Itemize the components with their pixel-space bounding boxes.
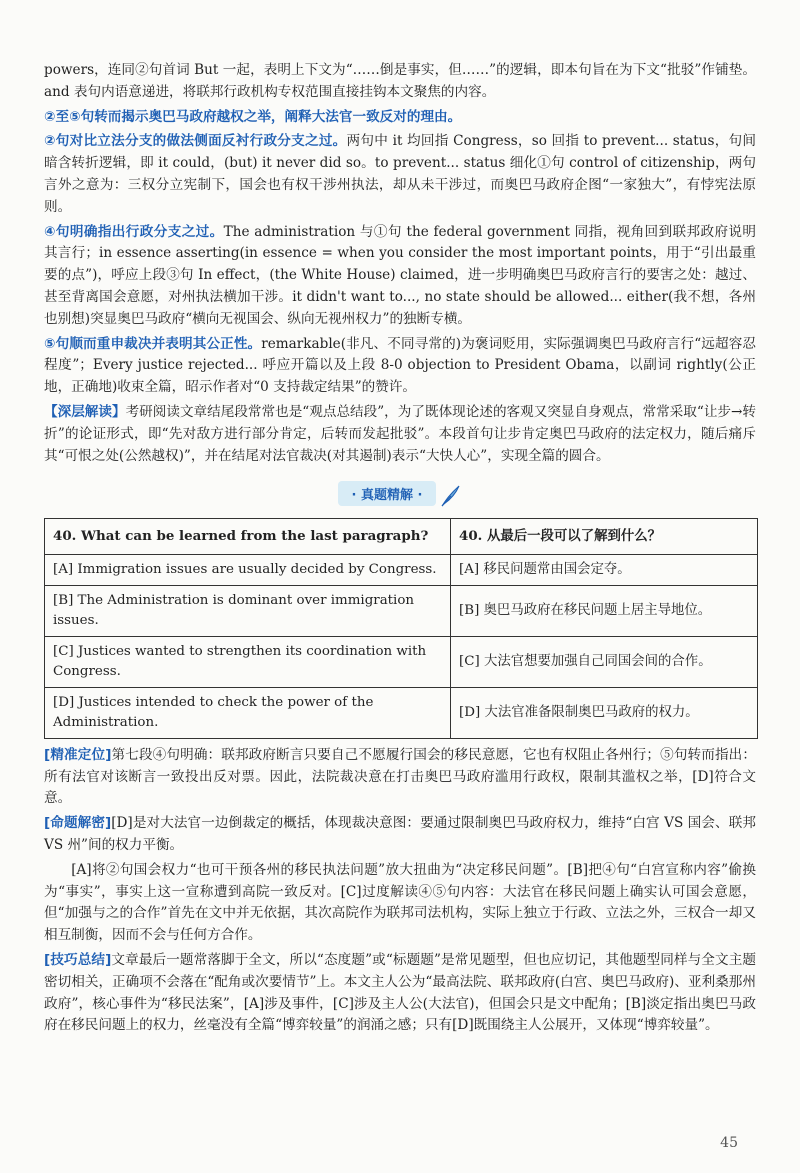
table-header-row xyxy=(45,518,758,554)
quill-icon xyxy=(438,484,462,508)
decode-body: [D]是对大法官一边倒裁定的概括，体现裁决意图：要通过限制奥巴马政府权力，维持“白宫 VS 国会、联邦 VS 州”间的权力平衡。 xyxy=(44,815,756,854)
paragraph-continuation: powers，连同②句首词 But 一起，表明上下文为“……倒是事实，但……”的逻辑，即本句旨在为下文“批驳”作铺垫。and 表句内语意递进，将联邦行政机构专权范围直接挂钩本文聚焦的内容。 xyxy=(44,62,756,100)
technique-summary xyxy=(44,950,756,1037)
point-5-heading: ⑤句顺而重申裁决并表明其公正性。 xyxy=(44,335,262,352)
point-4 xyxy=(44,222,756,331)
deep-body: 考研阅读文章结尾段常常也是“观点总结段”，为了既体现论述的客观又突显自身观点，常常采取“让步→转折”的论证形式，即“先对敌方进行部分肯定，后转而发起批驳”。本段首句让步肯定奥巴马政府的法定权力，随后痛斥其“可恨之处(公然越权)”，并在结尾对法官裁决(对其遏制)表示“大快人心”，实现全篇的圆合。 xyxy=(44,403,756,464)
decode-label: [命题解密] xyxy=(44,815,112,832)
tech-label: [技巧总结] xyxy=(44,952,112,969)
option-en: [B] The Administration is dominant over immigration issues. xyxy=(45,585,451,636)
distractor-analysis: [A]将②句国会权力“也可干预各州的移民执法问题”放大扭曲为“决定移民问题”。[B]把④句“白宫宣称内容”偷换为“事实”，事实上这一宣称遭到高院一致反对。[C]过度解读④⑤句内容：大法官在移民问题上确实认可国会意愿，但“加强与之的合作”首先在文中并无依据，其次高院作为联邦司法机构，实际上独立于行政、立法之外，三权合一却又相互制衡，因而不会与任何方合作。 xyxy=(44,861,756,944)
banner-label: · 真题精解 · xyxy=(338,481,437,506)
heading-text: ②至⑤句转而揭示奥巴马政府越权之举，阐释大法官一致反对的理由。 xyxy=(44,108,462,125)
table-row xyxy=(45,636,758,687)
deep-label: 【深层解读】 xyxy=(44,403,126,420)
option-en: [C] Justices wanted to strengthen its coordination with Congress. xyxy=(45,636,451,687)
point-2 xyxy=(44,131,756,218)
question-en: 40. What can be learned from the last paragraph? xyxy=(45,518,451,554)
table-row xyxy=(45,687,758,738)
question-table xyxy=(44,518,758,739)
deep-analysis xyxy=(44,402,756,467)
table-row xyxy=(45,585,758,636)
section-heading-2-5 xyxy=(44,107,756,129)
option-zh: [C] 大法官想要加强自己同国会间的合作。 xyxy=(451,636,758,687)
question-decode xyxy=(44,813,756,857)
pos-label: [精准定位] xyxy=(44,746,112,763)
point-5 xyxy=(44,334,756,399)
point-2-body: 两句中 it 均回指 Congress，so 回指 to prevent... status，句间暗含转折逻辑，即 it could，(but) it never did so。to prevent... status 细化①句 control of citizenship，两句言外之意为：三权分立宪制下，国会也有权干涉州执法，却从未干涉过，而奥巴马政府企图“一家独大”，有悖宪法原则。 xyxy=(44,133,756,215)
page-number: 45 xyxy=(720,1135,738,1151)
table-row xyxy=(45,554,758,585)
point-4-heading: ④句明确指出行政分支之过。 xyxy=(44,223,224,240)
precise-location xyxy=(44,745,756,810)
option-en: [A] Immigration issues are usually decided by Congress. xyxy=(45,554,451,585)
option-en: [D] Justices intended to check the power of the Administration. xyxy=(45,687,451,738)
point-5-body: remarkable(非凡、不同寻常的)为褒词贬用，实际强调奥巴马政府言行“远超容忍程度”；Every justice rejected... 呼应开篇以及上段 8-0 objection to President Obama，以副词 rightly(公正地，正确地)收束全篇，昭示作者对“0 支持裁定结果”的赞许。 xyxy=(44,335,756,396)
option-zh: [A] 移民问题常由国会定夺。 xyxy=(451,554,758,585)
tech-body: 文章最后一题常落脚于全文，所以“态度题”或“标题题”是常见题型，但也应切记，其他题型同样与全文主题密切相关，正确项不会落在“配角或次要情节”上。本文主人公为“最高法院、联邦政府(白宫、奥巴马政府)、亚利桑那州政府”，核心事件为“移民法案”，[A]涉及事件，[C]涉及主人公(大法官)，但国会只是文中配角；[B]淡定指出奥巴马政府在移民问题上的权力，丝毫没有全篇“博弈较量”的润涌之感；只有[D]既围绕主人公展开，又体现“博弈较量”。 xyxy=(44,952,756,1034)
section-banner xyxy=(44,481,756,508)
point-4-body: The administration 与①句 the federal government 同指，视角回到联邦政府说明其言行；in essence asserting(in essence = when you consider the most important points，用于“引出最重要的点”)，呼应上段③句 In effect，(the White House) claimed，进一步明确奥巴马政府言行的要害之处：越过、甚至背离国会意愿，对州执法横加干涉。it didn't want to..., no state should be allowed... either(我不想，各州也别想)突显奥巴马政府“横向无视国会、纵向无视州权力”的独断专横。 xyxy=(44,223,756,327)
pos-body: 第七段④句明确：联邦政府断言只要自己不愿履行国会的移民意愿，它也有权阻止各州行；⑤句转而指出：所有法官对该断言一致投出反对票。因此，法院裁决意在打击奥巴马政府滥用行政权，限制其滥权之举，[D]符合文意。 xyxy=(44,746,756,807)
option-zh: [D] 大法官准备限制奥巴马政府的权力。 xyxy=(451,687,758,738)
point-2-heading: ②句对比立法分支的做法侧面反衬行政分支之过。 xyxy=(44,133,347,150)
question-zh: 40. 从最后一段可以了解到什么？ xyxy=(451,518,758,554)
option-zh: [B] 奥巴马政府在移民问题上居主导地位。 xyxy=(451,585,758,636)
